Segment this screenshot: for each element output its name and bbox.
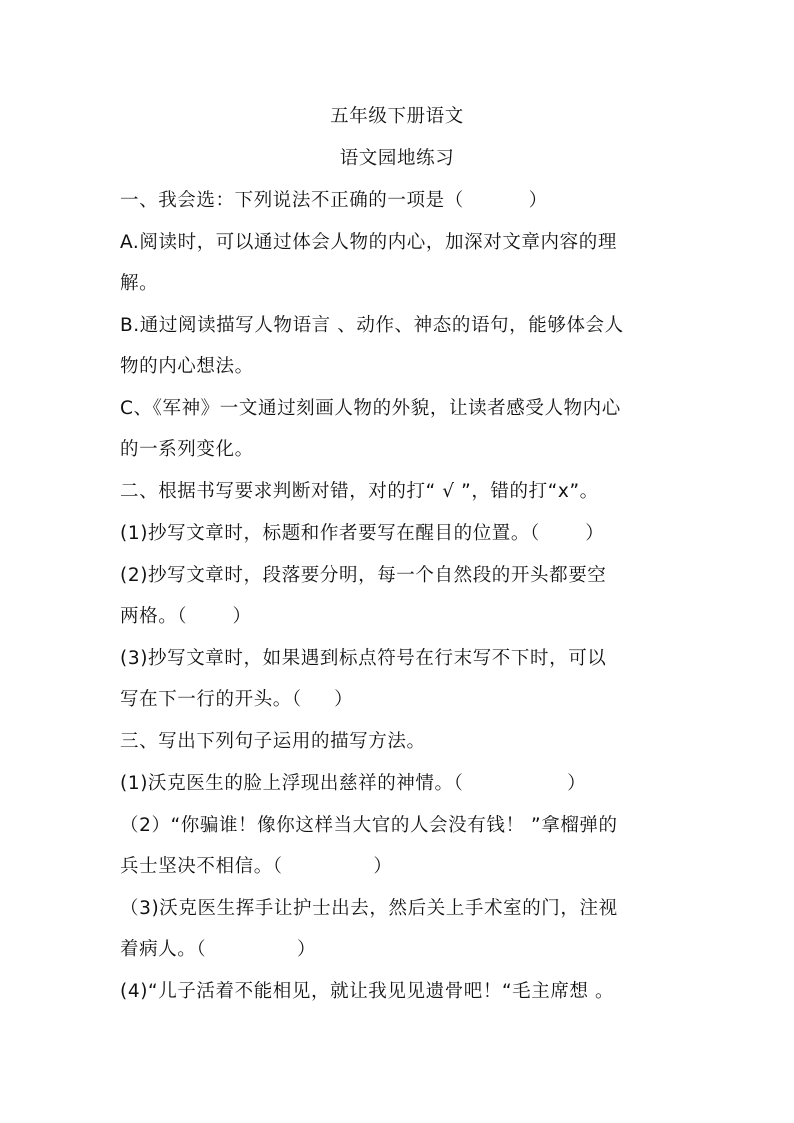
option-b-line-2: 物的内心想法。: [120, 356, 254, 377]
q2-item-2-line-1: (2)抄写文章时，段落要分明，每一个自然段的开头都要空: [120, 565, 607, 586]
option-c-line-1: C、《军神》一文通过刻画人物的外貌，让读者感受人物内心: [120, 398, 621, 419]
q2-item-1: (1)抄写文章时，标题和作者要写在醒目的位置。（ ）: [120, 523, 605, 544]
q2-item-3-line-1: (3)抄写文章时，如果遇到标点符号在行末写不下时，可以: [120, 648, 607, 669]
option-c-line-2: 的一系列变化。: [120, 439, 254, 460]
q3-item-3-line-1: （3)沃克医生挥手让护士出去，然后关上手术室的门，注视: [120, 898, 618, 919]
q3-item-3-line-2: 着病人。（ ）: [120, 939, 317, 960]
option-b-line-1: B.通过阅读描写人物语言 、动作、神态的语句，能够体会人: [120, 315, 624, 336]
q3-item-2-line-2: 兵士坚决不相信。（ ）: [120, 856, 393, 877]
section-2-heading: 二、根据书写要求判断对错，对的打“ √ ”，错的打“x”。: [120, 481, 599, 502]
option-a-line-1: A.阅读时，可以通过体会人物的内心，加深对文章内容的理: [120, 232, 617, 253]
option-a-line-2: 解。: [120, 273, 159, 294]
q2-item-3-line-2: 写在下一行的开头。（ ）: [120, 689, 354, 710]
q3-item-1: (1)沃克医生的脸上浮现出慈祥的神情。（ ）: [120, 773, 587, 794]
q2-item-2-line-2: 两格。（ ）: [120, 606, 252, 627]
section-3-heading: 三、写出下列句子运用的描写方法。: [120, 731, 426, 752]
q3-item-4-line-1: (4)“儿子活着不能相见，就让我见见遗骨吧！“毛主席想 。: [120, 981, 615, 1002]
page-subtitle: 语文园地练习: [339, 148, 455, 169]
page-title: 五年级下册语文: [330, 106, 464, 127]
q3-item-2-line-1: （2）“你骗谁！像你这样当大官的人会没有钱！ ”拿榴弹的: [120, 815, 618, 836]
section-1-heading: 一、我会选：下列说法不正确的一项是（ ）: [120, 190, 548, 211]
